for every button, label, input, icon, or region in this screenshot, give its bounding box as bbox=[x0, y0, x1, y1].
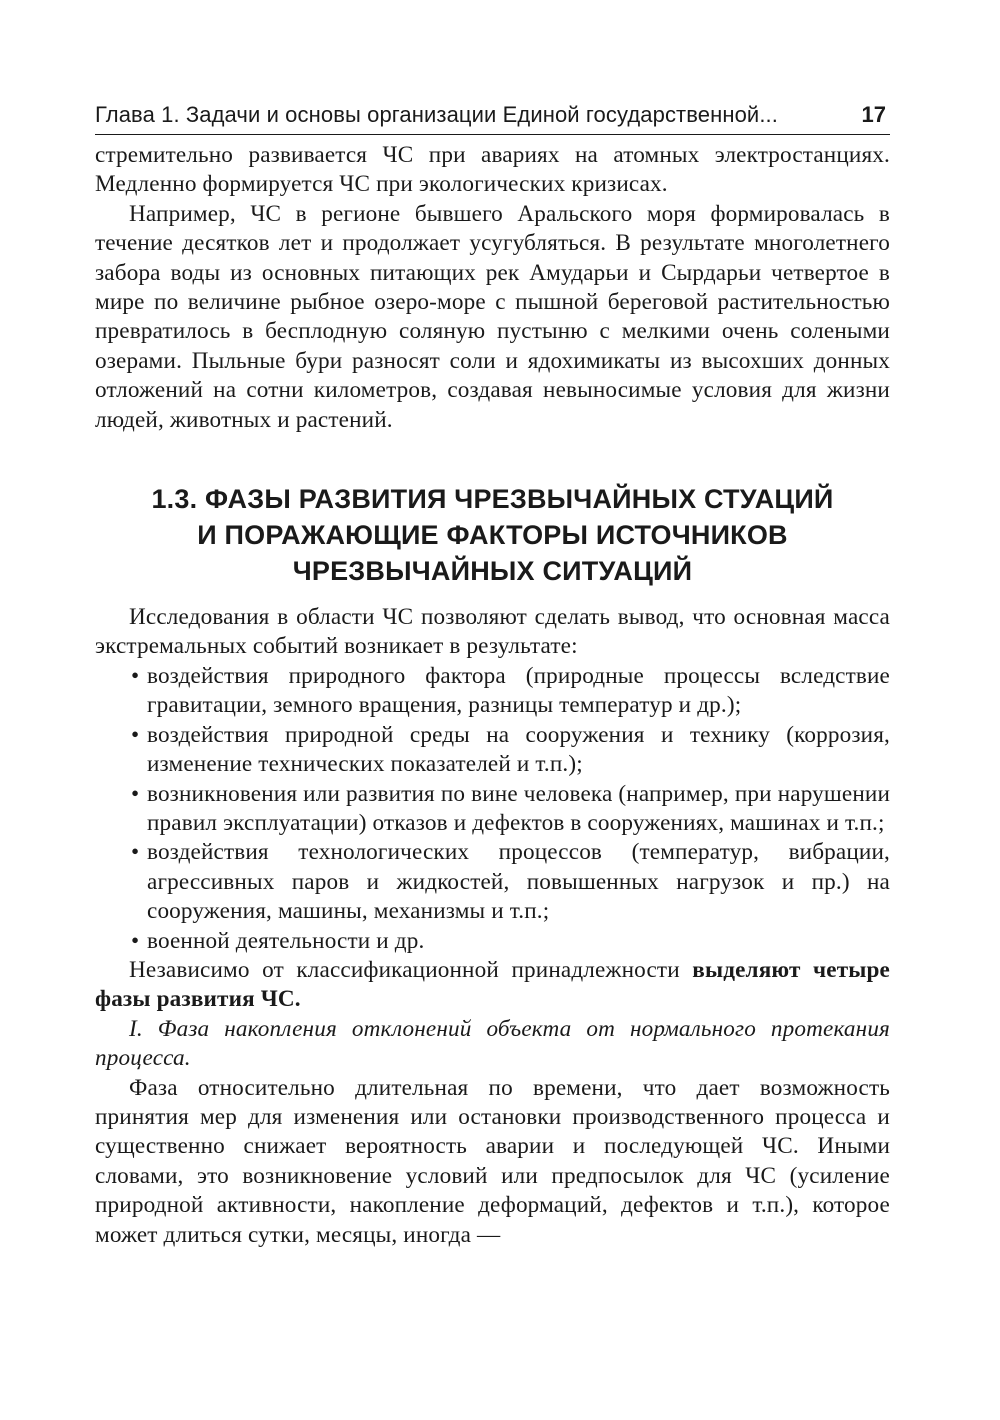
section-heading-line-3: ЧРЕЗВЫЧАЙНЫХ СИТУАЦИЙ bbox=[292, 556, 693, 587]
phase-1-heading: I. Фаза накопления отклонений объекта от нормального протекания процесса. bbox=[95, 1015, 890, 1072]
phases-intro-text: Независимо от классификационной принадлежности bbox=[129, 956, 693, 983]
bullet-icon: • bbox=[131, 927, 140, 954]
bullet-icon: • bbox=[131, 839, 140, 866]
page-number: 17 bbox=[861, 102, 886, 127]
list-item-text: воздействия технологических процессов (температур, вибрации, агрессивных паров и жидкостей, повышенных нагрузок и пр.) на сооружения, машины, механизмы и т.п.; bbox=[147, 839, 890, 925]
list-item bbox=[95, 838, 890, 926]
causes-list bbox=[95, 662, 890, 956]
list-item-text: воздействия природной среды на сооружения и технику (коррозия, изменение технических показателей и т.п.); bbox=[147, 721, 890, 778]
phases-intro-emphasis: выделяют четыре фазы развития ЧС. bbox=[95, 956, 890, 1013]
bullet-icon: • bbox=[131, 662, 140, 689]
running-header bbox=[95, 100, 890, 135]
running-title: Глава 1. Задачи и основы организации Единой государственной... bbox=[95, 102, 778, 127]
list-item bbox=[95, 721, 890, 780]
paragraph-phase-1: Фаза относительно длительная по времени, что дает возможность принятия мер для изменения или остановки производственного процесса и существенно снижает вероятность аварии и последующей ЧС. Иными словами, это возникновение условий или предпосылок для ЧС (усиление природной активности, накопление деформаций, дефектов и т.п.), которое может длиться сутки, месяцы, иногда — bbox=[95, 1074, 890, 1248]
paragraph-phases-intro bbox=[95, 956, 890, 1015]
list-item bbox=[95, 780, 890, 839]
list-item-text: возникновения или развития по вине человека (например, при нарушении правил эксплуатации) отказов и дефектов в сооружениях, машинах и т.п.; bbox=[147, 780, 890, 836]
bullet-icon: • bbox=[131, 780, 140, 807]
section-heading bbox=[95, 481, 890, 589]
list-item-text: военной деятельности и др. bbox=[147, 927, 425, 954]
page-body bbox=[95, 141, 890, 1250]
paragraph-intro: Исследования в области ЧС позволяют сделать вывод, что основная масса экстремальных событий возникает в результате: bbox=[95, 604, 890, 660]
section-heading-line-1: 1.3. ФАЗЫ РАЗВИТИЯ ЧРЕЗВЫЧАЙНЫХ СТУАЦИЙ bbox=[151, 484, 834, 515]
book-page bbox=[95, 100, 890, 1250]
section-heading-line-2: И ПОРАЖАЮЩИЕ ФАКТОРЫ ИСТОЧНИКОВ bbox=[197, 520, 788, 551]
list-item bbox=[95, 927, 890, 956]
paragraph-continued: стремительно развивается ЧС при авариях на атомных электростанциях. Медленно формируется ЧС при экологических кризисах. bbox=[95, 142, 890, 198]
list-item bbox=[95, 662, 890, 721]
bullet-icon: • bbox=[131, 721, 140, 748]
paragraph-aral-sea: Например, ЧС в регионе бывшего Аральского моря формировалась в течение десятков лет и продолжает усугубляться. В результате многолетнего забора воды из основных питающих рек Амударьи и Сырдарьи четвертое в мире по величине рыбное озеро-море с пышной береговой растительностью превратилось в бесплодную соляную пустыню с мелкими очень солеными озерами. Пыльные бури разносят соли и ядохимикаты из высохших донных отложений на сотни километров, создавая невыносимые условия для жизни людей, животных и растений. bbox=[95, 200, 890, 433]
list-item-text: воздействия природного фактора (природные процессы вследствие гравитации, земного вращения, разницы температур и др.); bbox=[147, 662, 890, 719]
